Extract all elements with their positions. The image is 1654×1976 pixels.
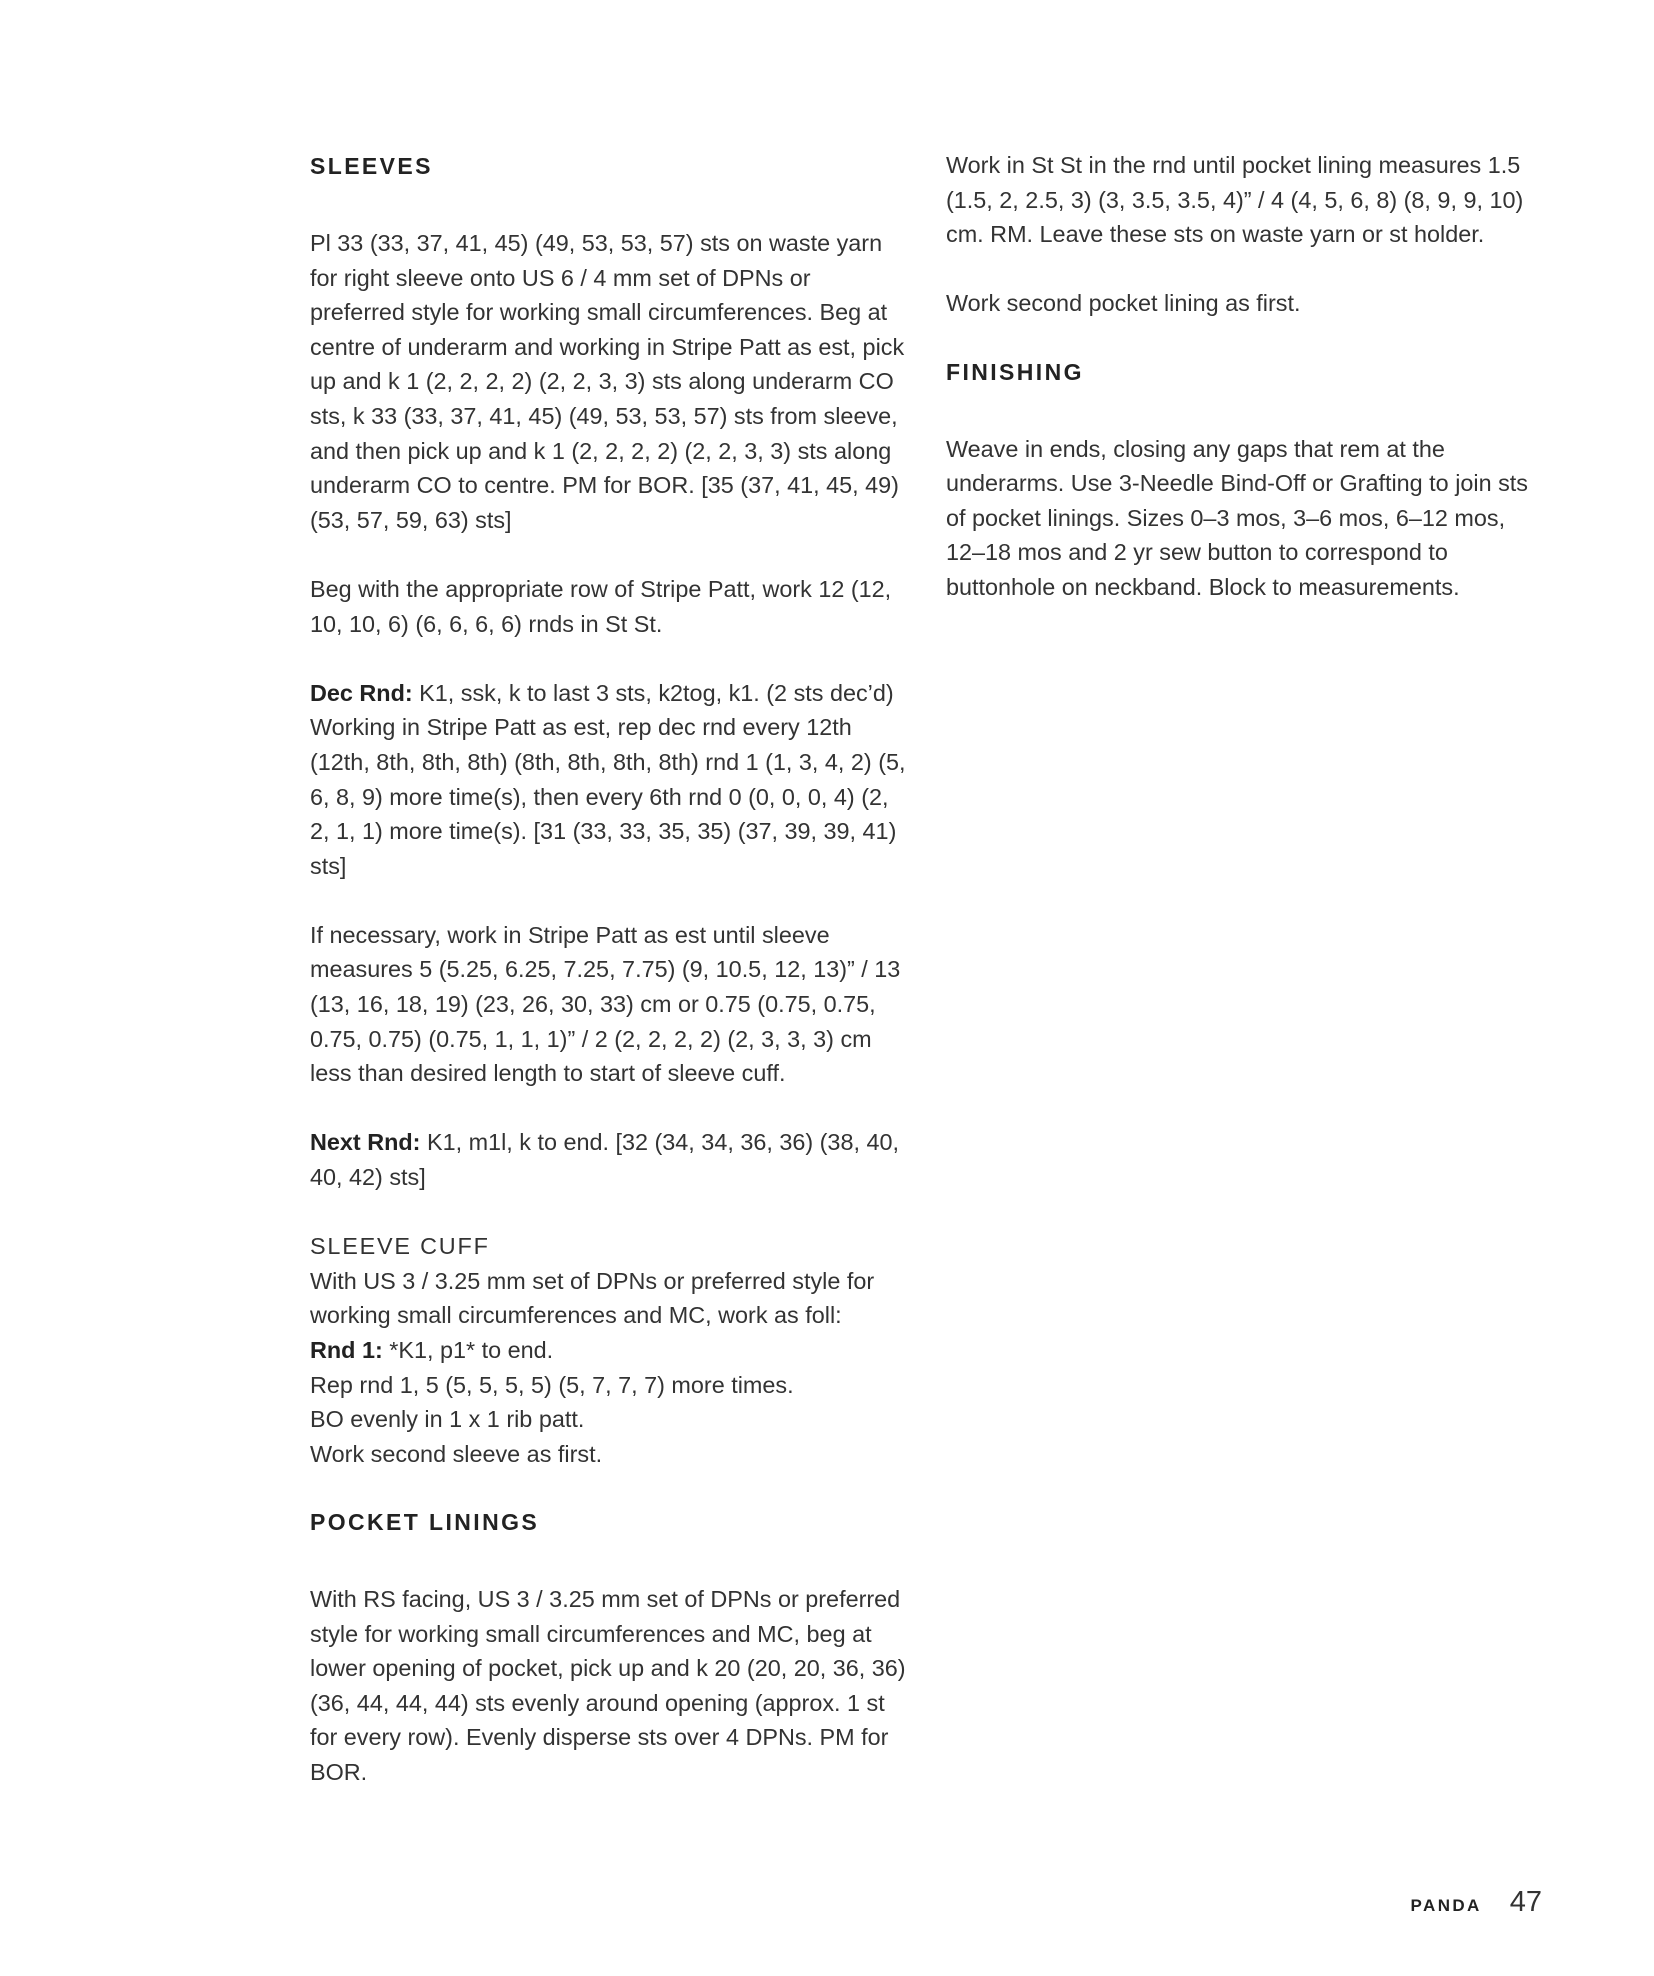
pocket-linings-heading: POCKET LININGS — [310, 1508, 540, 1535]
next-rnd-text: K1, m1l, k to end. [32 (34, 34, 36, 36) (38, 40, 40, 42) sts] — [310, 1129, 899, 1191]
pocket-linings-paragraph-2: Work in St St in the rnd until pocket lining measures 1.5 (1.5, 2, 2.5, 3) (3, 3.5, 3.5, 4)” / 4 (4, 5, 6, 8) (8, 9, 9, 10) cm. RM. Leave these sts on waste yarn or st holder. — [946, 152, 1524, 248]
sleeve-cuff-line-2: Rep rnd 1, 5 (5, 5, 5, 5) (5, 7, 7, 7) more times. — [310, 1371, 794, 1398]
sleeves-paragraph-1: Pl 33 (33, 37, 41, 45) (49, 53, 53, 57) sts on waste yarn for right sleeve onto US 6 / 4 mm set of DPNs or preferred style for working small circumferences. Beg at centre of underarm and working in Stripe Patt as est, pick up and k 1 (2, 2, 2, 2) (2, 2, 3, 3) sts along underarm CO sts, k 33 (33, 37, 41, 45) (49, 53, 53, 57) sts from sleeve, and then pick up and k 1 (2, 2, 2, 2) (2, 2, 3, 3) sts along underarm CO to centre. PM for BOR. [35 (37, 41, 45, 49) (53, 57, 59, 63) sts] — [310, 230, 905, 533]
pocket-linings-paragraph-3: Work second pocket lining as first. — [946, 290, 1301, 317]
finishing-paragraph: Weave in ends, closing any gaps that rem at the underarms. Use 3-Needle Bind-Off or Grafting to join sts of pocket linings. Sizes 0–3 mos, 3–6 mos, 6–12 mos, 12–18 mos and 2 yr sew button to correspond to buttonhole on neckband. Block to measurements. — [946, 435, 1528, 600]
sleeve-cuff-block — [310, 1229, 910, 1471]
left-column — [310, 150, 910, 1824]
dec-rnd-paragraph — [310, 676, 910, 884]
next-rnd-paragraph — [310, 1125, 910, 1194]
right-column — [946, 150, 1546, 639]
next-rnd-label: Next Rnd: — [310, 1129, 421, 1156]
sleeve-cuff-line-4: Work second sleeve as first. — [310, 1440, 603, 1467]
footer-brand: PANDA — [1410, 1896, 1482, 1915]
finishing-heading: FINISHING — [946, 358, 1084, 385]
sleeve-cuff-subheading: SLEEVE CUFF — [310, 1233, 490, 1260]
pocket-linings-paragraph-1: With RS facing, US 3 / 3.25 mm set of DPNs or preferred style for working small circumferences and MC, beg at lower opening of pocket, pick up and k 20 (20, 20, 36, 36) (36, 44, 44, 44) sts evenly around opening (approx. 1 st for every row). Evenly disperse sts over 4 DPNs. PM for BOR. — [310, 1585, 906, 1785]
sleeves-paragraph-2: Beg with the appropriate row of Stripe Patt, work 12 (12, 10, 10, 6) (6, 6, 6, 6) rnds in St St. — [310, 575, 892, 637]
sleeves-paragraph-3: If necessary, work in Stripe Patt as est until sleeve measures 5 (5.25, 6.25, 7.25, 7.75) (9, 10.5, 12, 13)” / 13 (13, 16, 18, 19) (23, 26, 30, 33) cm or 0.75 (0.75, 0.75, 0.75, 0.75) (0.75, 1, 1, 1)” / 2 (2, 2, 2, 2) (2, 3, 3, 3) cm less than desired length to start of sleeve cuff. — [310, 921, 901, 1087]
dec-rnd-text: K1, ssk, k to last 3 sts, k2tog, k1. (2 sts dec’d) Working in Stripe Patt as est, rep dec rnd every 12th (12th, 8th, 8th, 8th) (8th, 8th, 8th, 8th) rnd 1 (1, 3, 4, 2) (5, 6, 8, 9) more time(s), then every 6th rnd 0 (0, 0, 0, 4) (2, 2, 1, 1) more time(s). [31 (33, 33, 35, 35) (37, 39, 39, 41) sts] — [310, 679, 906, 879]
page-number: 47 — [1509, 1886, 1542, 1918]
page-footer — [1411, 1886, 1542, 1919]
sleeve-cuff-line-1: With US 3 / 3.25 mm set of DPNs or preferred style for working small circumferences and MC, work as foll: — [310, 1267, 875, 1329]
rnd-1-text: *K1, p1* to end. — [382, 1337, 554, 1363]
rnd-1-label: Rnd 1: — [310, 1337, 383, 1363]
dec-rnd-label: Dec Rnd: — [310, 679, 413, 706]
sleeves-heading: SLEEVES — [310, 153, 433, 179]
rnd-1-line — [310, 1333, 910, 1368]
sleeve-cuff-line-3: BO evenly in 1 x 1 rib patt. — [310, 1406, 585, 1433]
